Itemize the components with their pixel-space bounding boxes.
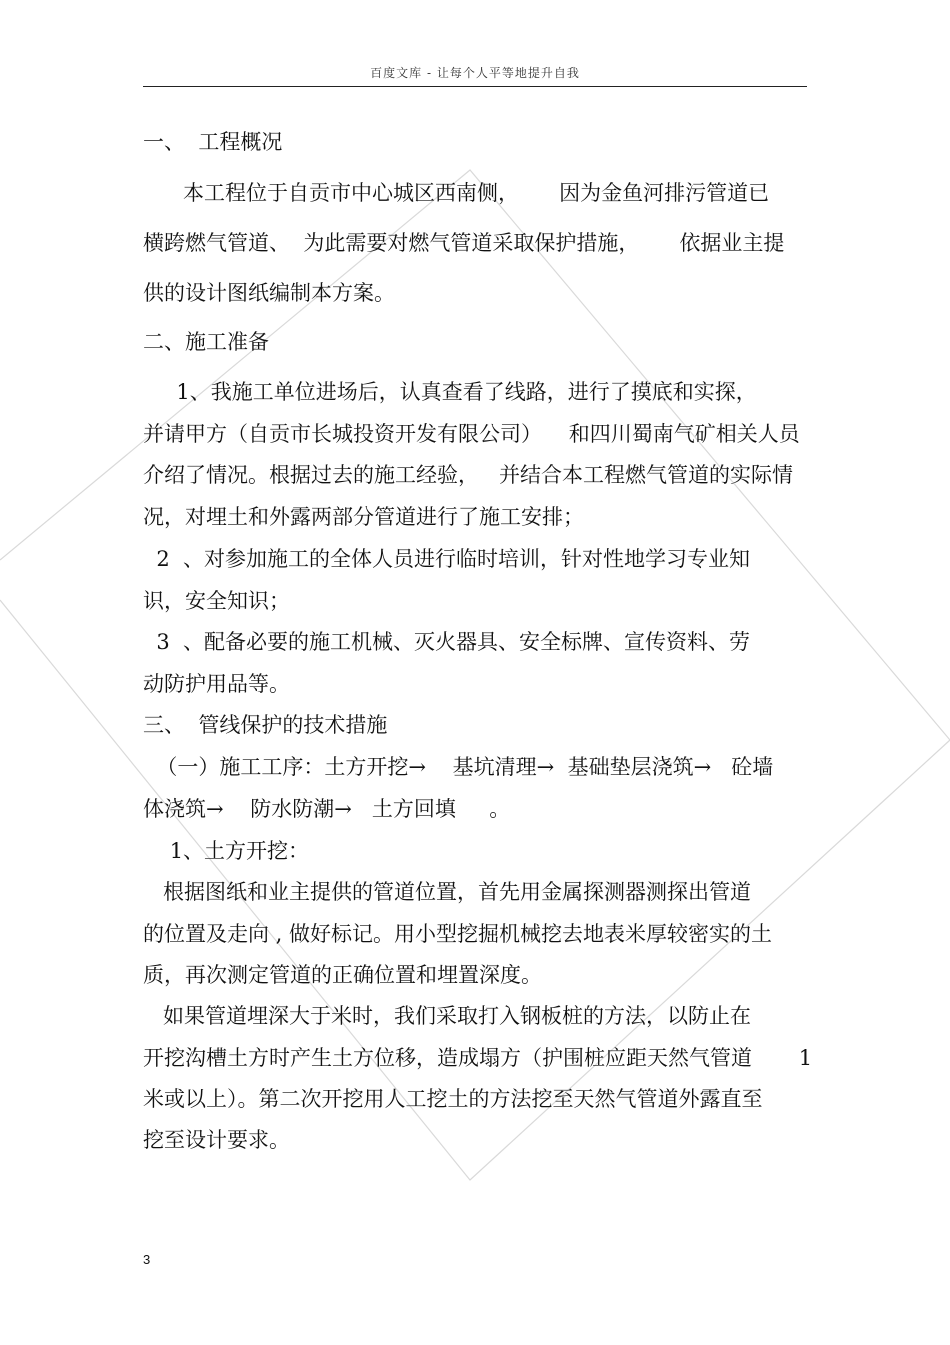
paragraph-line: 体浇筑→ 防水防潮→ 土方回填 。 [143,797,511,821]
paragraph-line: 识，安全知识； [143,589,290,613]
paragraph-line: 挖至设计要求。 [143,1128,290,1152]
paragraph-line: 的位置及走向 , 做好标记。用小型挖掘机械挖去地表米厚较密实的土 [143,922,773,946]
paragraph-line: 本工程位于自贡市中心城区西南侧， 因为金鱼河排污管道已 [143,181,770,205]
section-heading-2: 二、施工准备 [143,330,269,354]
header-divider [143,86,807,87]
paragraph-line: 况，对埋土和外露两部分管道进行了施工安排； [143,505,584,529]
section-heading-1: 一、 工程概况 [143,130,283,154]
paragraph-line: 横跨燃气管道、 为此需要对燃气管道采取保护措施， 依据业主提 [143,231,785,255]
paragraph-line: 3 、配备必要的施工机械、灭火器具、安全标牌、宣传资料、劳 [143,630,751,654]
paragraph-line: 介绍了情况。根据过去的施工经验， 并结合本工程燃气管道的实际情 [143,463,794,487]
subheading: 1、土方开挖： [143,839,310,863]
paragraph-line: 1、我施工单位进场后，认真查看了线路，进行了摸底和实探， [143,380,757,404]
paragraph-line: 开挖沟槽土方时产生土方位移，造成塌方（护围桩应距天然气管道 1 [143,1046,813,1070]
page-header: 百度文库 - 让每个人平等地提升自我 [370,66,580,80]
paragraph-line: 质，再次测定管道的正确位置和埋置深度。 [143,963,542,987]
section-heading-3: 三、 管线保护的技术措施 [143,713,388,737]
paragraph-line: 2 、对参加施工的全体人员进行临时培训，针对性地学习专业知 [143,547,751,571]
paragraph-line: 动防护用品等。 [143,672,290,696]
paragraph-line: 供的设计图纸编制本方案。 [143,281,395,305]
paragraph-line: 如果管道埋深大于米时，我们采取打入钢板桩的方法，以防止在 [143,1004,752,1028]
paragraph-line: 并请甲方（自贡市长城投资开发有限公司） 和四川蜀南气矿相关人员 [143,422,800,446]
paragraph-line: 米或以上）。第二次开挖用人工挖土的方法挖至天然气管道外露直至 [143,1087,763,1111]
page-number: 3 [143,1252,151,1267]
paragraph-line: 根据图纸和业主提供的管道位置，首先用金属探测器测探出管道 [143,880,752,904]
paragraph-line: （一）施工工序：土方开挖→ 基坑清理→ 基础垫层浇筑→ 砼墙 [143,755,774,779]
